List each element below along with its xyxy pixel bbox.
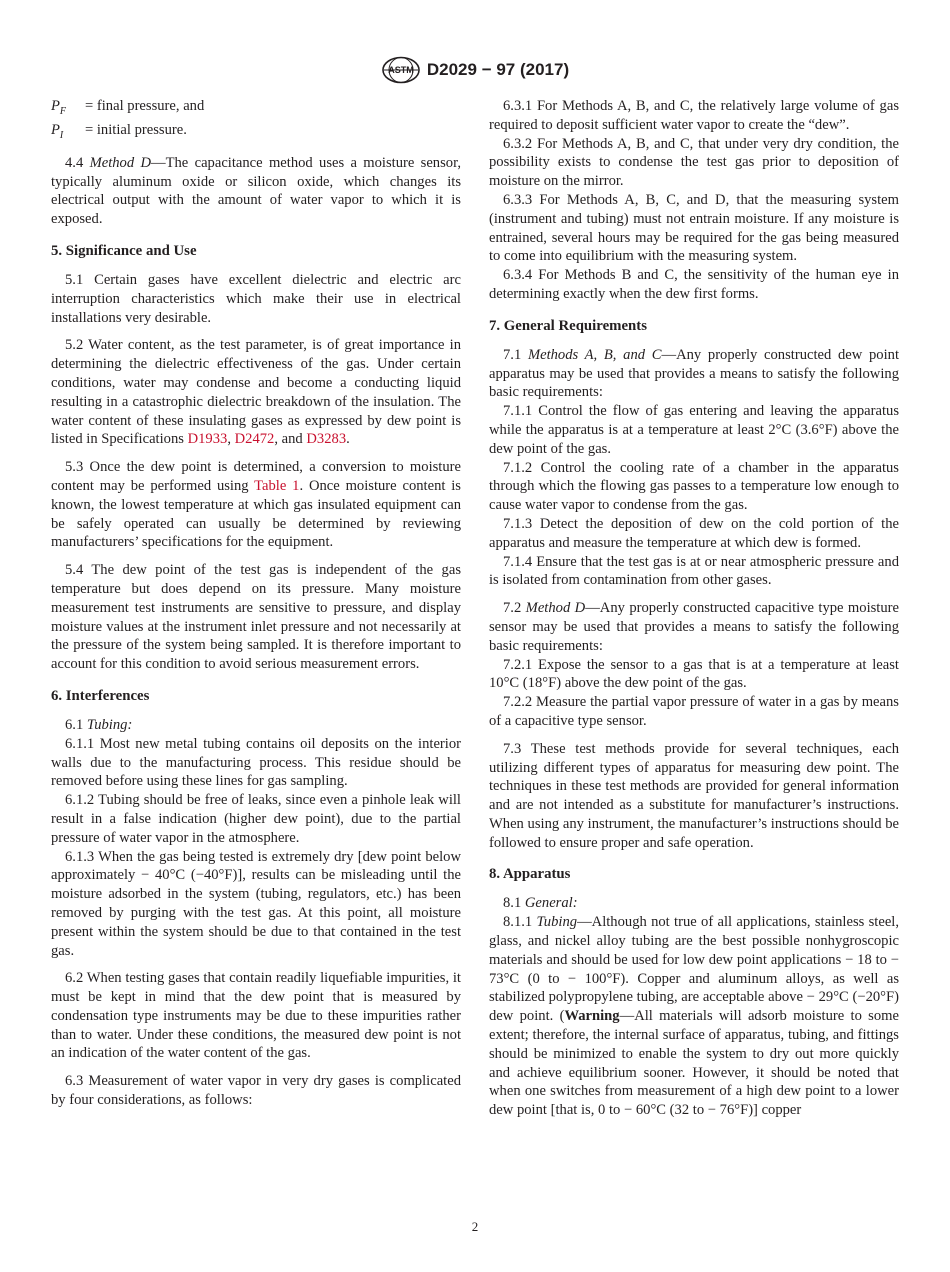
page-header [0,56,950,84]
link-d2472[interactable]: D2472 [234,431,275,448]
paragraph-7-3: 7.3 These test methods provide for several techniques, each utilizing different types of apparatus for measuring dew point. The techniques in these test methods are provided for general information and are not intended as a substitute for manufacturer’s instructions. When using any instrument, the manufacturer’s instructions should be followed to ensure proper and safe operation. [489,740,899,851]
link-d3283[interactable]: D3283 [306,431,347,448]
paragraph-7-2: 7.2 Method D—Any properly constructed capacitive type moisture sensor may be used that provides a means to satisfy the following basic requirements: [489,600,899,654]
section-heading-8: 8. Apparatus [489,866,571,883]
astm-logo-icon [381,56,421,84]
paragraph-5-1: 5.1 Certain gases have excellent dielectric and electric arc interruption characteristics which make their use in electrical installations very desirable. [51,272,461,326]
paragraph-7-1: 7.1 Methods A, B, and C—Any properly constructed dew point apparatus may be used that provides a means to satisfy the following basic requirements: [489,346,899,401]
paragraph-7-1-1: 7.1.1 Control the flow of gas entering and leaving the apparatus while the apparatus is at a temperature at least 2°C (3.6°F) above the dew point of the gas. [489,403,899,457]
equation-definition-pi: $P_I$ = initial pressure. [51,121,187,141]
paragraph-6-3-2: 6.3.2 For Methods A, B, and C, that under very dry condition, the possibility exists to condense the test gas prior to deposition of moisture on the mirror. [489,135,899,190]
paragraph-6-1-1: 6.1.1 Most new metal tubing contains oil deposits on the interior walls due to the manufacturing process. This residue should be removed before using these lines for gas sampling. [51,735,461,790]
paragraph-7-2-1: 7.2.1 Expose the sensor to a gas that is at a temperature at least 10°C (18°F) above the dew point of the gas. [489,656,899,692]
paragraph-7-1-2: 7.1.2 Control the cooling rate of a chamber in the apparatus through which the flowing gas passes to a temperature low enough to cause water vapor to condense from the gas. [489,459,899,514]
paragraph-8-1: 8.1 General: [503,895,578,912]
right-column [489,97,899,1120]
section-heading-5: 5. Significance and Use [51,243,197,259]
paragraph-8-1-1: 8.1.1 Tubing—Although not true of all applications, stainless steel, glass, and nickel alloy tubing are the best possible nonhygroscopic materials and should be used for low dew point applications − 18 to − 73°C (0 to − 100°F). Copper and aluminum alloys, as well as stabilized polypropylene tubing, are acceptable above − 29°C (−20°F) dew point. (Warning—All materials will adsorb moisture to some extent; therefore, the internal surface of apparatus, tubing, and fittings should be minimized to enable the system to dry out more quickly and achieve equilibrium sooner. However, it should be noted that when one switches from measurement of a high dew point to a lower dew point [that is, 0 to − 60°C (32 to − 76°F)] copper [489,914,899,1119]
paragraph-5-4: 5.4 The dew point of the test gas is independent of the gas temperature but does depend on its pressure. Many moisture measurement test instruments are sensitive to pressure, and display moisture values at the instrument inlet pressure and not necessarily at the pressure of the system being sampled. It is therefore important to account for this condition to avoid serious measurement errors. [51,562,461,673]
left-column [51,97,461,1110]
paragraph-7-1-4: 7.1.4 Ensure that the test gas is at or near atmospheric pressure and is isolated from contamination from other gases. [489,553,899,589]
standard-designation: D2029 − 97 (2017) [426,59,570,79]
link-table-1[interactable]: Table 1 [254,477,300,494]
equation-definition-pf: $P_F$ = final pressure, and [51,98,205,117]
section-heading-7: 7. General Requirements [489,317,647,334]
section-heading-6: 6. Interferences [51,687,150,704]
link-d1933[interactable]: D1933 [187,431,228,448]
paragraph-4-4: 4.4 Method D—The capacitance method uses a moisture sensor, typically aluminum oxide or silicon oxide, which changes its electrical output with the amount of water vapor to which it is exposed. [51,154,461,228]
paragraph-7-2-2: 7.2.2 Measure the partial vapor pressure of water in a gas by means of a capacitive type sensor. [489,694,899,729]
paragraph-6-1-2: 6.1.2 Tubing should be free of leaks, since even a pinhole leak will result in a false indication (higher dew point), due to the partial pressure of water vapor in the atmosphere. [51,792,461,846]
paragraph-6-2: 6.2 When testing gases that contain readily liquefiable impurities, it must be kept in mind that the dew point that is measured by condensation type instruments may be due to these impurities rather than to water. Under these conditions, the measured dew point is not an indication of the water content of the gas. [51,970,461,1062]
paragraph-6-1-3: 6.1.3 When the gas being tested is extremely dry [dew point below approximately − 40°C (−40°F)], results can be misleading until the moisture adsorbed in the system (tubing, regulators, etc.) has been removed by purging with the test gas. At this point, all moisture present within the system should be due to that contained in the test gas. [51,848,461,959]
paragraph-6-3-1: 6.3.1 For Methods A, B, and C, the relatively large volume of gas required to deposit sufficient water vapor to create the “dew”. [489,98,899,133]
astm-logo-text: ASTM [388,65,414,75]
page-number: 2 [471,1219,479,1234]
paragraph-6-3: 6.3 Measurement of water vapor in very dry gases is complicated by four considerations, as follows: [51,1073,461,1109]
paragraph-6-1: 6.1 Tubing: [65,716,133,733]
paragraph-7-1-3: 7.1.3 Detect the deposition of dew on the cold portion of the apparatus and measure the temperature at which dew is formed. [489,515,899,551]
paragraph-5-3: 5.3 Once the dew point is determined, a conversion to moisture content may be performed using Table 1. Once moisture content is known, the lowest temperature at which gas insulated equipment can be safely operated can usually be determined by reviewing manufacturers’ specifications for the equipment. [51,459,461,551]
paragraph-6-3-3: 6.3.3 For Methods A, B, C, and D, that the measuring system (instrument and tubing) must not entrain moisture. If any moisture is entrained, several hours may be required for the gas being measured to come into equilibrium with the measuring system. [489,191,899,265]
paragraph-6-3-4: 6.3.4 For Methods B and C, the sensitivity of the human eye in determining exactly when the dew first forms. [489,267,899,302]
paragraph-5-2: 5.2 Water content, as the test parameter, is of great importance in determining the dielectric effectiveness of the gas. Under certain conditions, water may condense and become a conducting liquid resulting in a catastrophic dielectric breakdown of the insulation. The water content of these insulating gases as expressed by dew point is listed in Specifications D1933, D2472, and D3283. [51,337,461,448]
